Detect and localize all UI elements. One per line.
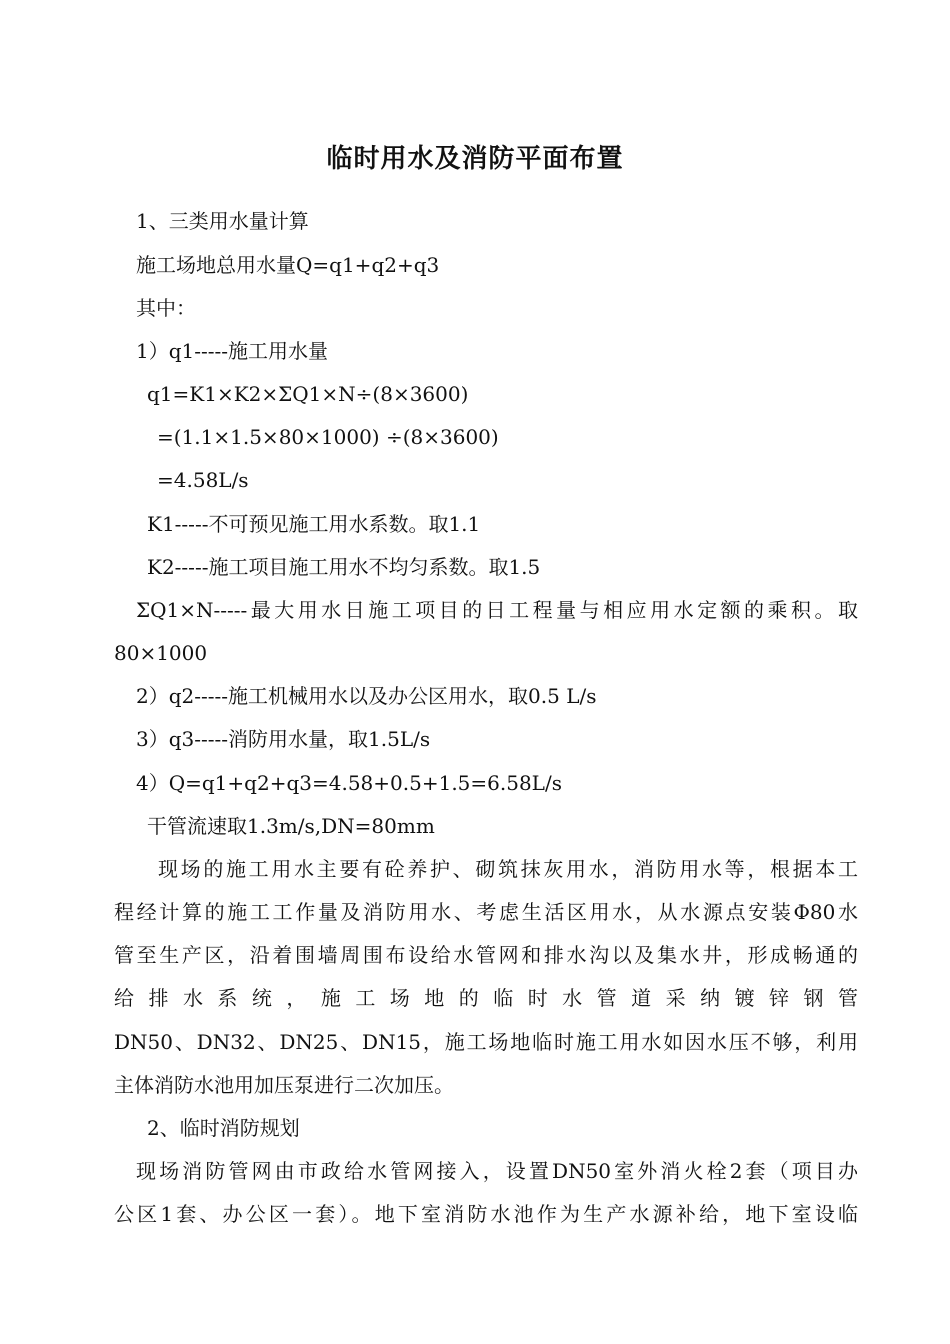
text-line: 80×1000 [114, 641, 208, 665]
text-line: ΣQ1×N-----最大用水日施工项目的日工程量与相应用水定额的乘积。取 [136, 598, 858, 622]
paragraph-line: 现场的施工用水主要有砼养护、砌筑抹灰用水，消防用水等，根据本工 [158, 857, 858, 881]
formula-line: q1=K1×K2×ΣQ1×N÷(8×3600) [147, 382, 469, 406]
text-line: 4）Q=q1+q2+q3=4.58+0.5+1.5=6.58L/s [136, 771, 562, 795]
text-line: 2）q2-----施工机械用水以及办公区用水，取0.5 L/s [136, 684, 597, 708]
text-line: 施工场地总用水量Q=q1+q2+q3 [136, 253, 440, 277]
text-line: K1-----不可预见施工用水系数。取1.1 [147, 512, 481, 536]
text-line: K2-----施工项目施工用水不均匀系数。取1.5 [147, 555, 541, 579]
paragraph-line: 公区1套、办公区一套）。地下室消防水池作为生产水源补给，地下室设临 [114, 1202, 858, 1226]
formula-line: =(1.1×1.5×80×1000) ÷(8×3600) [157, 425, 499, 449]
paragraph-line: 给 排 水 系 统 ， 施 工 场 地 的 临 时 水 管 道 采 纳 镀 锌 钢 管 [114, 986, 858, 1010]
formula-line: =4.58L/s [157, 468, 249, 492]
text-line: 干管流速取1.3m/s,DN=80mm [147, 814, 435, 838]
section-heading-fire-plan: 2、临时消防规划 [147, 1116, 300, 1140]
document-title: 临时用水及消防平面布置 [326, 144, 624, 174]
paragraph-line: 主体消防水池用加压泵进行二次加压。 [114, 1073, 454, 1097]
text-line: 1）q1-----施工用水量 [136, 339, 329, 363]
paragraph-line: DN50、DN32、DN25、DN15，施工场地临时施工用水如因水压不够，利用 [114, 1030, 858, 1054]
paragraph-line: 程经计算的施工工作量及消防用水、考虑生活区用水，从水源点安装Φ80水 [114, 900, 858, 924]
text-line: 其中： [136, 296, 196, 320]
text-line: 3）q3-----消防用水量，取1.5L/s [136, 727, 431, 751]
paragraph-line: 管至生产区，沿着围墙周围布设给水管网和排水沟以及集水井，形成畅通的 [114, 943, 858, 967]
section-heading-water-calc: 1、三类用水量计算 [136, 209, 309, 233]
paragraph-line: 现场消防管网由市政给水管网接入，设置DN50室外消火栓2套（项目办 [136, 1159, 858, 1183]
